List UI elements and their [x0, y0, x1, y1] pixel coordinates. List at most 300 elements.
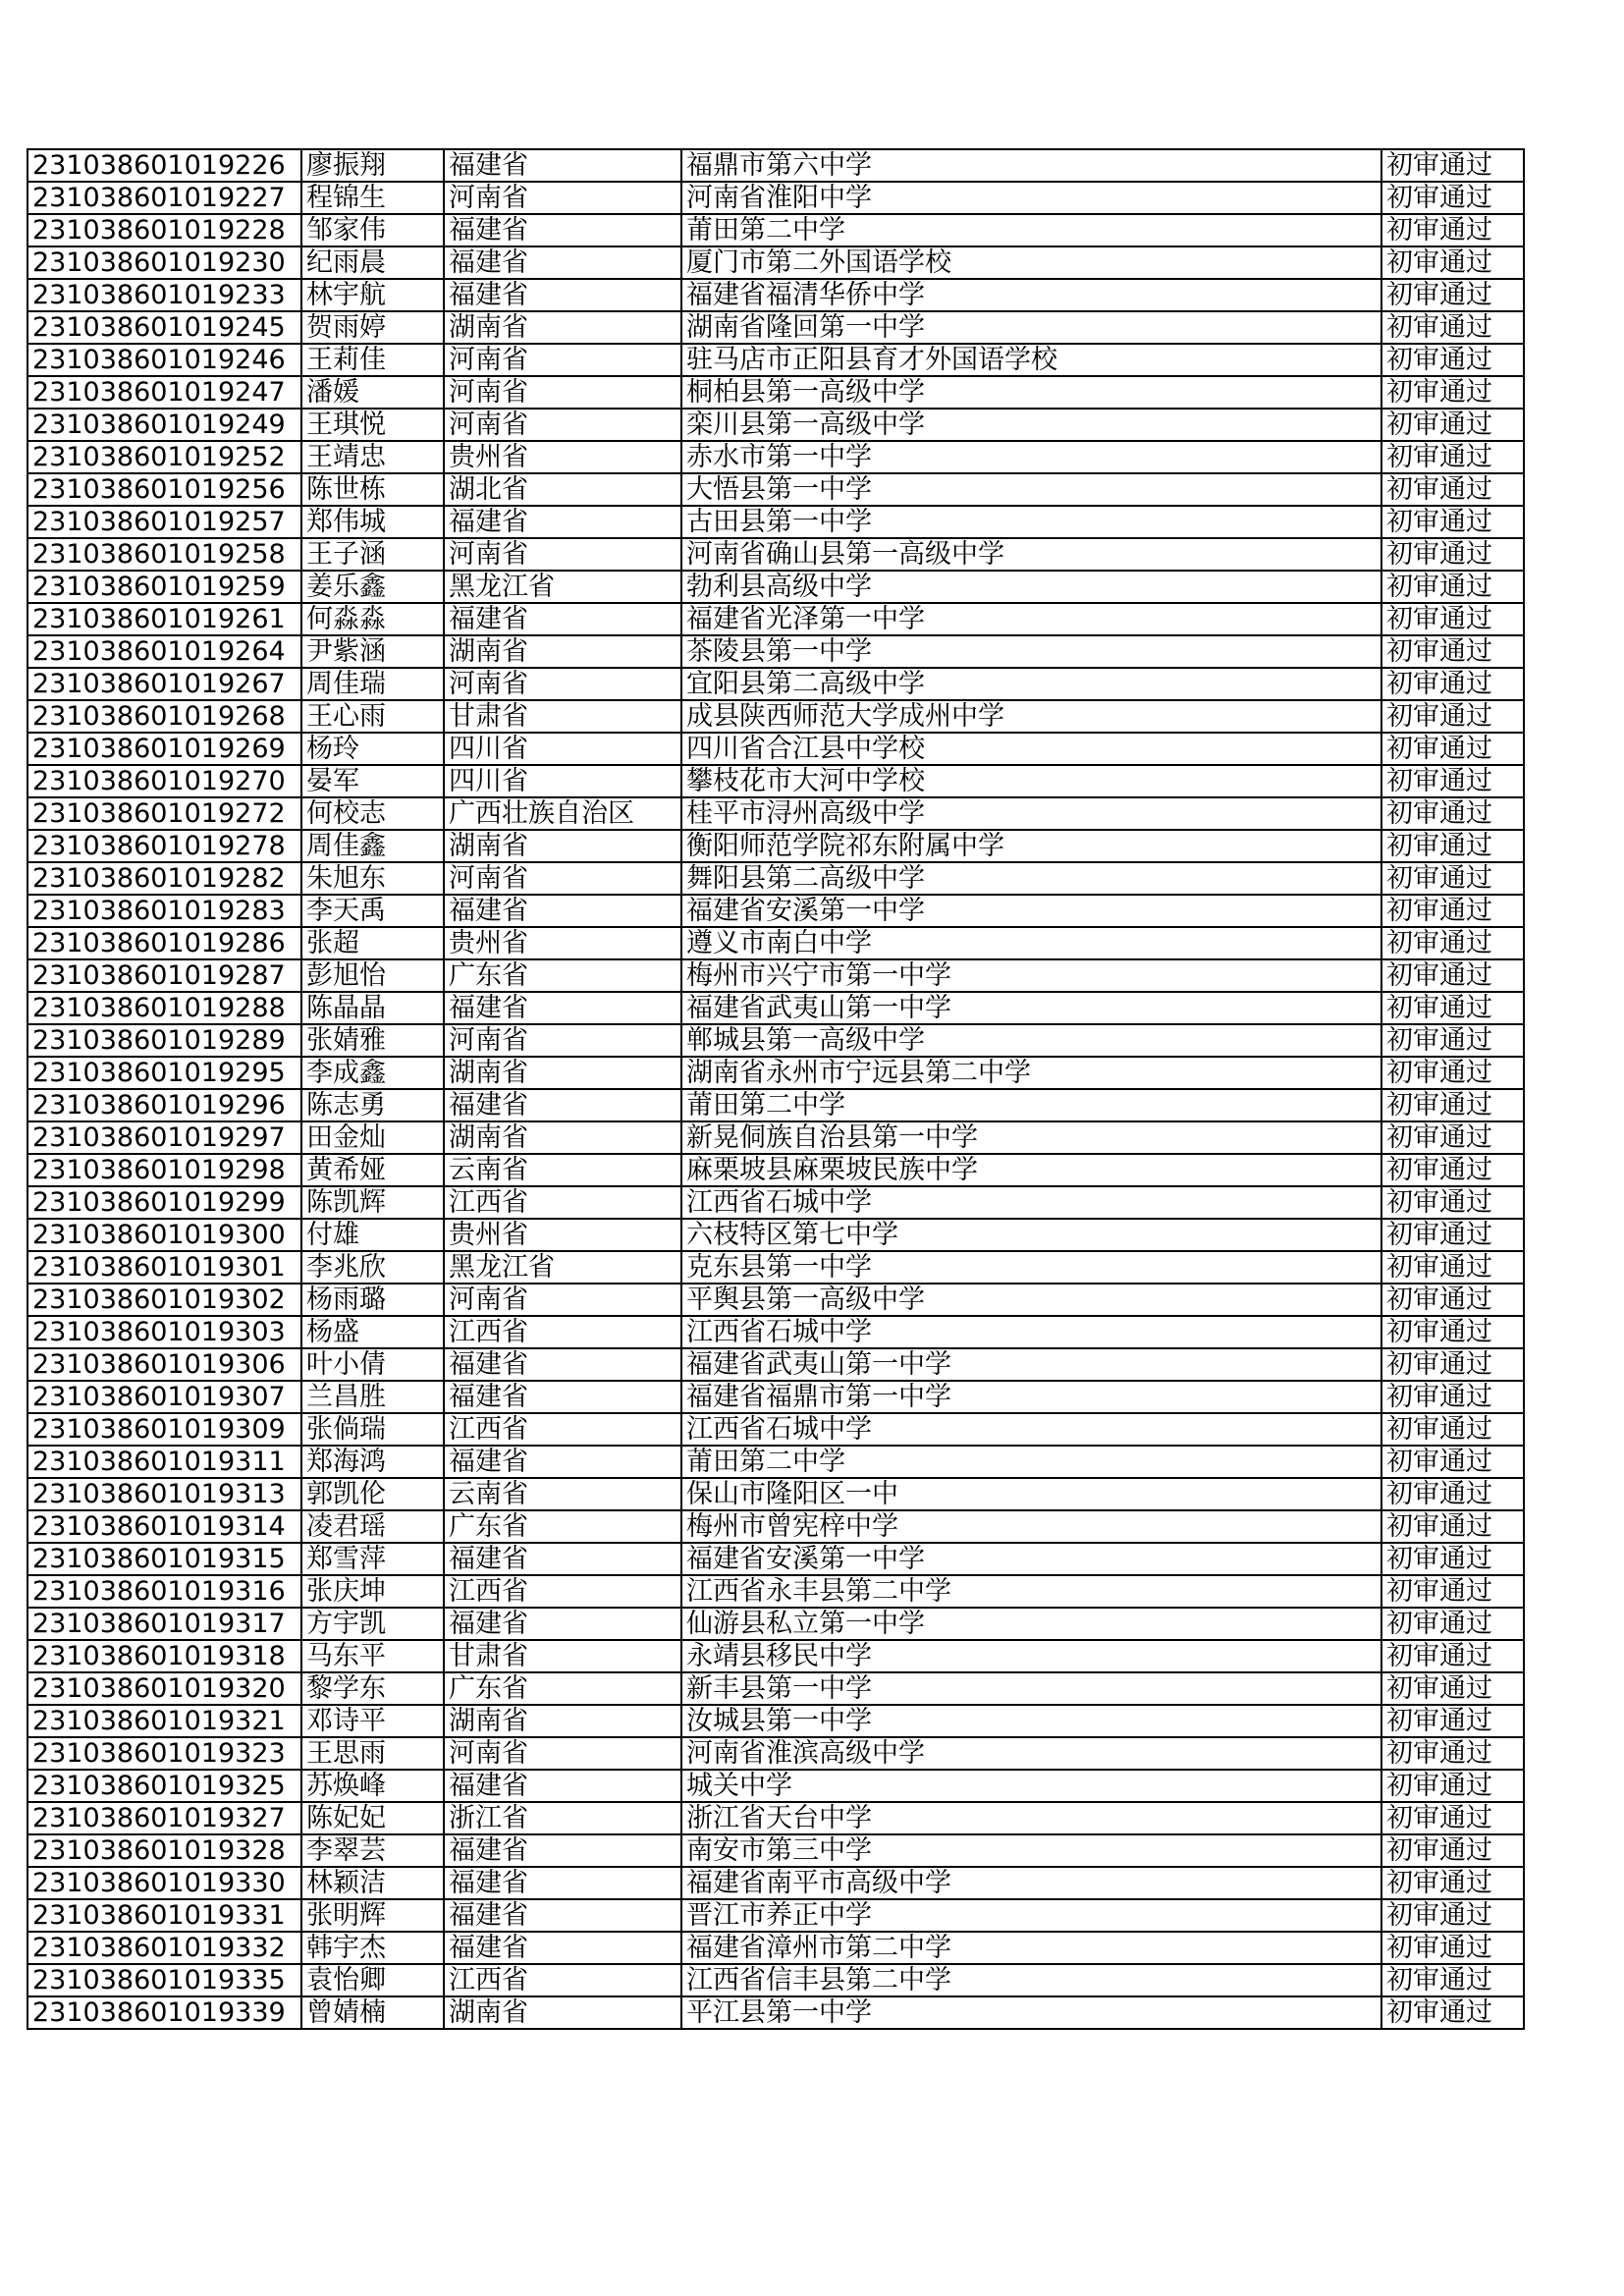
name-cell: 杨玲 [301, 733, 444, 765]
empty-spacer-cell [1524, 376, 1537, 409]
province-cell: 福建省 [444, 1899, 681, 1932]
school-cell: 宜阳县第二高级中学 [681, 668, 1381, 700]
candidate-id-cell: 231038601019278 [27, 830, 301, 862]
province-cell: 江西省 [444, 1316, 681, 1348]
status-cell: 初审通过 [1381, 538, 1524, 571]
table-row [27, 1899, 1537, 1932]
status-cell: 初审通过 [1381, 1478, 1524, 1510]
status-cell: 初审通过 [1381, 376, 1524, 409]
candidate-id-cell: 231038601019296 [27, 1089, 301, 1121]
province-cell: 云南省 [444, 1478, 681, 1510]
school-cell: 浙江省天台中学 [681, 1802, 1381, 1834]
status-cell: 初审通过 [1381, 1899, 1524, 1932]
table-row [27, 1348, 1537, 1381]
school-cell: 梅州市曾宪梓中学 [681, 1510, 1381, 1543]
status-cell: 初审通过 [1381, 182, 1524, 214]
province-cell: 河南省 [444, 668, 681, 700]
province-cell: 广东省 [444, 1510, 681, 1543]
candidate-id-cell: 231038601019228 [27, 214, 301, 246]
status-cell: 初审通过 [1381, 927, 1524, 959]
name-cell: 何校志 [301, 797, 444, 830]
empty-spacer-cell [1524, 895, 1537, 927]
candidate-id-cell: 231038601019339 [27, 1996, 301, 2029]
candidate-id-cell: 231038601019261 [27, 603, 301, 635]
candidate-id-cell: 231038601019309 [27, 1413, 301, 1446]
status-cell: 初审通过 [1381, 1510, 1524, 1543]
empty-spacer-cell [1524, 927, 1537, 959]
empty-spacer-cell [1524, 668, 1537, 700]
status-cell: 初审通过 [1381, 1348, 1524, 1381]
empty-spacer-cell [1524, 1867, 1537, 1899]
table-row [27, 668, 1537, 700]
empty-spacer-cell [1524, 830, 1537, 862]
status-cell: 初审通过 [1381, 246, 1524, 279]
school-cell: 晋江市养正中学 [681, 1899, 1381, 1932]
province-cell: 湖南省 [444, 1057, 681, 1089]
province-cell: 福建省 [444, 506, 681, 538]
province-cell: 福建省 [444, 246, 681, 279]
status-cell: 初审通过 [1381, 1575, 1524, 1608]
province-cell: 江西省 [444, 1964, 681, 1996]
empty-spacer-cell [1524, 1737, 1537, 1770]
table-row [27, 1219, 1537, 1251]
empty-spacer-cell [1524, 1932, 1537, 1964]
empty-spacer-cell [1524, 862, 1537, 895]
candidate-id-cell: 231038601019298 [27, 1154, 301, 1186]
table-row [27, 1186, 1537, 1219]
candidate-id-cell: 231038601019328 [27, 1834, 301, 1867]
candidate-id-cell: 231038601019246 [27, 344, 301, 376]
candidate-id-cell: 231038601019259 [27, 571, 301, 603]
status-cell: 初审通过 [1381, 733, 1524, 765]
school-cell: 赤水市第一中学 [681, 441, 1381, 473]
name-cell: 张庆坤 [301, 1575, 444, 1608]
table-row [27, 700, 1537, 733]
table-row [27, 1413, 1537, 1446]
name-cell: 李兆欣 [301, 1251, 444, 1284]
empty-spacer-cell [1524, 1413, 1537, 1446]
empty-spacer-cell [1524, 1705, 1537, 1737]
province-cell: 福建省 [444, 1770, 681, 1802]
table-row [27, 409, 1537, 441]
status-cell: 初审通过 [1381, 1154, 1524, 1186]
status-cell: 初审通过 [1381, 214, 1524, 246]
status-cell: 初审通过 [1381, 603, 1524, 635]
table-row [27, 1705, 1537, 1737]
name-cell: 马东平 [301, 1640, 444, 1672]
table-row [27, 1251, 1537, 1284]
name-cell: 陈晶晶 [301, 992, 444, 1024]
province-cell: 福建省 [444, 1834, 681, 1867]
empty-spacer-cell [1524, 1121, 1537, 1154]
table-row [27, 1381, 1537, 1413]
candidate-id-cell: 231038601019245 [27, 311, 301, 344]
school-cell: 麻栗坡县麻栗坡民族中学 [681, 1154, 1381, 1186]
province-cell: 湖南省 [444, 830, 681, 862]
name-cell: 曾婧楠 [301, 1996, 444, 2029]
name-cell: 付雄 [301, 1219, 444, 1251]
province-cell: 湖南省 [444, 635, 681, 668]
status-cell: 初审通过 [1381, 1640, 1524, 1672]
school-cell: 攀枝花市大河中学校 [681, 765, 1381, 797]
province-cell: 福建省 [444, 1608, 681, 1640]
table-row [27, 830, 1537, 862]
empty-spacer-cell [1524, 311, 1537, 344]
name-cell: 王思雨 [301, 1737, 444, 1770]
empty-spacer-cell [1524, 246, 1537, 279]
table-row [27, 765, 1537, 797]
candidate-id-cell: 231038601019330 [27, 1867, 301, 1899]
province-cell: 广西壮族自治区 [444, 797, 681, 830]
province-cell: 福建省 [444, 149, 681, 182]
province-cell: 湖南省 [444, 311, 681, 344]
candidate-id-cell: 231038601019288 [27, 992, 301, 1024]
table-row [27, 1834, 1537, 1867]
name-cell: 杨雨璐 [301, 1284, 444, 1316]
table-row [27, 441, 1537, 473]
province-cell: 浙江省 [444, 1802, 681, 1834]
status-cell: 初审通过 [1381, 1672, 1524, 1705]
table-row [27, 1154, 1537, 1186]
empty-spacer-cell [1524, 279, 1537, 311]
candidate-id-cell: 231038601019270 [27, 765, 301, 797]
school-cell: 仙游县私立第一中学 [681, 1608, 1381, 1640]
table-row [27, 1446, 1537, 1478]
school-cell: 江西省永丰县第二中学 [681, 1575, 1381, 1608]
name-cell: 袁怡卿 [301, 1964, 444, 1996]
table-row [27, 344, 1537, 376]
results-table [27, 148, 1538, 2030]
status-cell: 初审通过 [1381, 1219, 1524, 1251]
candidate-id-cell: 231038601019301 [27, 1251, 301, 1284]
status-cell: 初审通过 [1381, 1770, 1524, 1802]
empty-spacer-cell [1524, 959, 1537, 992]
candidate-id-cell: 231038601019318 [27, 1640, 301, 1672]
school-cell: 六枝特区第七中学 [681, 1219, 1381, 1251]
name-cell: 林宇航 [301, 279, 444, 311]
candidate-id-cell: 231038601019287 [27, 959, 301, 992]
candidate-id-cell: 231038601019282 [27, 862, 301, 895]
name-cell: 邓诗平 [301, 1705, 444, 1737]
candidate-id-cell: 231038601019332 [27, 1932, 301, 1964]
school-cell: 保山市隆阳区一中 [681, 1478, 1381, 1510]
empty-spacer-cell [1524, 1348, 1537, 1381]
school-cell: 厦门市第二外国语学校 [681, 246, 1381, 279]
name-cell: 晏军 [301, 765, 444, 797]
name-cell: 李翠芸 [301, 1834, 444, 1867]
candidate-id-cell: 231038601019233 [27, 279, 301, 311]
school-cell: 莆田第二中学 [681, 214, 1381, 246]
name-cell: 郑海鸿 [301, 1446, 444, 1478]
status-cell: 初审通过 [1381, 1413, 1524, 1446]
province-cell: 福建省 [444, 1446, 681, 1478]
province-cell: 河南省 [444, 409, 681, 441]
status-cell: 初审通过 [1381, 1737, 1524, 1770]
empty-spacer-cell [1524, 1284, 1537, 1316]
status-cell: 初审通过 [1381, 830, 1524, 862]
school-cell: 衡阳师范学院祁东附属中学 [681, 830, 1381, 862]
candidate-id-cell: 231038601019286 [27, 927, 301, 959]
province-cell: 云南省 [444, 1154, 681, 1186]
name-cell: 张倘瑞 [301, 1413, 444, 1446]
table-row [27, 1057, 1537, 1089]
empty-spacer-cell [1524, 1899, 1537, 1932]
table-row [27, 1996, 1537, 2029]
status-cell: 初审通过 [1381, 1543, 1524, 1575]
status-cell: 初审通过 [1381, 959, 1524, 992]
school-cell: 江西省信丰县第二中学 [681, 1964, 1381, 1996]
province-cell: 福建省 [444, 603, 681, 635]
status-cell: 初审通过 [1381, 1381, 1524, 1413]
province-cell: 贵州省 [444, 441, 681, 473]
candidate-id-cell: 231038601019303 [27, 1316, 301, 1348]
table-row [27, 571, 1537, 603]
empty-spacer-cell [1524, 182, 1537, 214]
status-cell: 初审通过 [1381, 797, 1524, 830]
empty-spacer-cell [1524, 1186, 1537, 1219]
name-cell: 王靖忠 [301, 441, 444, 473]
status-cell: 初审通过 [1381, 1316, 1524, 1348]
status-cell: 初审通过 [1381, 1251, 1524, 1284]
name-cell: 陈妃妃 [301, 1802, 444, 1834]
school-cell: 四川省合江县中学校 [681, 733, 1381, 765]
school-cell: 成县陕西师范大学成州中学 [681, 700, 1381, 733]
empty-spacer-cell [1524, 441, 1537, 473]
status-cell: 初审通过 [1381, 1284, 1524, 1316]
province-cell: 黑龙江省 [444, 1251, 681, 1284]
school-cell: 福建省光泽第一中学 [681, 603, 1381, 635]
status-cell: 初审通过 [1381, 1446, 1524, 1478]
table-row [27, 1316, 1537, 1348]
table-row [27, 895, 1537, 927]
candidate-id-cell: 231038601019227 [27, 182, 301, 214]
school-cell: 江西省石城中学 [681, 1316, 1381, 1348]
province-cell: 甘肃省 [444, 1640, 681, 1672]
table-row [27, 927, 1537, 959]
empty-spacer-cell [1524, 1478, 1537, 1510]
province-cell: 河南省 [444, 376, 681, 409]
school-cell: 莆田第二中学 [681, 1089, 1381, 1121]
candidate-id-cell: 231038601019249 [27, 409, 301, 441]
empty-spacer-cell [1524, 700, 1537, 733]
empty-spacer-cell [1524, 635, 1537, 668]
status-cell: 初审通过 [1381, 344, 1524, 376]
empty-spacer-cell [1524, 1640, 1537, 1672]
empty-spacer-cell [1524, 214, 1537, 246]
school-cell: 平舆县第一高级中学 [681, 1284, 1381, 1316]
province-cell: 黑龙江省 [444, 571, 681, 603]
name-cell: 陈世栋 [301, 473, 444, 506]
status-cell: 初审通过 [1381, 1608, 1524, 1640]
province-cell: 福建省 [444, 279, 681, 311]
status-cell: 初审通过 [1381, 765, 1524, 797]
table-row [27, 506, 1537, 538]
status-cell: 初审通过 [1381, 895, 1524, 927]
empty-spacer-cell [1524, 1575, 1537, 1608]
province-cell: 贵州省 [444, 927, 681, 959]
school-cell: 汝城县第一中学 [681, 1705, 1381, 1737]
candidate-id-cell: 231038601019283 [27, 895, 301, 927]
table-row [27, 733, 1537, 765]
province-cell: 河南省 [444, 1284, 681, 1316]
name-cell: 何淼淼 [301, 603, 444, 635]
name-cell: 贺雨婷 [301, 311, 444, 344]
school-cell: 城关中学 [681, 1770, 1381, 1802]
empty-spacer-cell [1524, 506, 1537, 538]
province-cell: 河南省 [444, 1024, 681, 1057]
province-cell: 河南省 [444, 1737, 681, 1770]
name-cell: 王心雨 [301, 700, 444, 733]
candidate-id-cell: 231038601019267 [27, 668, 301, 700]
school-cell: 莆田第二中学 [681, 1446, 1381, 1478]
candidate-id-cell: 231038601019300 [27, 1219, 301, 1251]
empty-spacer-cell [1524, 149, 1537, 182]
table-row [27, 182, 1537, 214]
status-cell: 初审通过 [1381, 1834, 1524, 1867]
empty-spacer-cell [1524, 344, 1537, 376]
empty-spacer-cell [1524, 992, 1537, 1024]
name-cell: 周佳鑫 [301, 830, 444, 862]
empty-spacer-cell [1524, 1381, 1537, 1413]
name-cell: 郑伟城 [301, 506, 444, 538]
name-cell: 郭凯伦 [301, 1478, 444, 1510]
status-cell: 初审通过 [1381, 1996, 1524, 2029]
name-cell: 韩宇杰 [301, 1932, 444, 1964]
table-row [27, 149, 1537, 182]
province-cell: 广东省 [444, 1672, 681, 1705]
candidate-id-cell: 231038601019258 [27, 538, 301, 571]
empty-spacer-cell [1524, 1024, 1537, 1057]
status-cell: 初审通过 [1381, 571, 1524, 603]
province-cell: 福建省 [444, 1932, 681, 1964]
name-cell: 姜乐鑫 [301, 571, 444, 603]
candidate-id-cell: 231038601019272 [27, 797, 301, 830]
school-cell: 梅州市兴宁市第一中学 [681, 959, 1381, 992]
school-cell: 河南省淮阳中学 [681, 182, 1381, 214]
name-cell: 方宇凯 [301, 1608, 444, 1640]
candidate-id-cell: 231038601019268 [27, 700, 301, 733]
school-cell: 福建省漳州市第二中学 [681, 1932, 1381, 1964]
status-cell: 初审通过 [1381, 635, 1524, 668]
school-cell: 郸城县第一高级中学 [681, 1024, 1381, 1057]
empty-spacer-cell [1524, 1996, 1537, 2029]
school-cell: 湖南省隆回第一中学 [681, 311, 1381, 344]
province-cell: 江西省 [444, 1575, 681, 1608]
status-cell: 初审通过 [1381, 862, 1524, 895]
empty-spacer-cell [1524, 1672, 1537, 1705]
school-cell: 新晃侗族自治县第一中学 [681, 1121, 1381, 1154]
name-cell: 张超 [301, 927, 444, 959]
name-cell: 李成鑫 [301, 1057, 444, 1089]
table-row [27, 1672, 1537, 1705]
school-cell: 平江县第一中学 [681, 1996, 1381, 2029]
status-cell: 初审通过 [1381, 473, 1524, 506]
name-cell: 苏焕峰 [301, 1770, 444, 1802]
candidate-id-cell: 231038601019256 [27, 473, 301, 506]
province-cell: 福建省 [444, 214, 681, 246]
province-cell: 福建省 [444, 1348, 681, 1381]
name-cell: 李天禹 [301, 895, 444, 927]
name-cell: 兰昌胜 [301, 1381, 444, 1413]
empty-spacer-cell [1524, 1219, 1537, 1251]
candidate-id-cell: 231038601019230 [27, 246, 301, 279]
table-row [27, 279, 1537, 311]
empty-spacer-cell [1524, 571, 1537, 603]
candidate-id-cell: 231038601019335 [27, 1964, 301, 1996]
status-cell: 初审通过 [1381, 668, 1524, 700]
table-row [27, 214, 1537, 246]
name-cell: 朱旭东 [301, 862, 444, 895]
status-cell: 初审通过 [1381, 1186, 1524, 1219]
school-cell: 福建省南平市高级中学 [681, 1867, 1381, 1899]
province-cell: 福建省 [444, 1867, 681, 1899]
status-cell: 初审通过 [1381, 1057, 1524, 1089]
candidate-id-cell: 231038601019316 [27, 1575, 301, 1608]
table-row [27, 635, 1537, 668]
status-cell: 初审通过 [1381, 1867, 1524, 1899]
school-cell: 福建省福鼎市第一中学 [681, 1381, 1381, 1413]
province-cell: 福建省 [444, 1381, 681, 1413]
school-cell: 克东县第一中学 [681, 1251, 1381, 1284]
school-cell: 江西省石城中学 [681, 1413, 1381, 1446]
candidate-id-cell: 231038601019311 [27, 1446, 301, 1478]
table-row [27, 1024, 1537, 1057]
candidate-id-cell: 231038601019307 [27, 1381, 301, 1413]
table-row [27, 992, 1537, 1024]
status-cell: 初审通过 [1381, 1089, 1524, 1121]
status-cell: 初审通过 [1381, 506, 1524, 538]
status-cell: 初审通过 [1381, 992, 1524, 1024]
empty-spacer-cell [1524, 1802, 1537, 1834]
empty-spacer-cell [1524, 1089, 1537, 1121]
status-cell: 初审通过 [1381, 1802, 1524, 1834]
school-cell: 湖南省永州市宁远县第二中学 [681, 1057, 1381, 1089]
province-cell: 湖南省 [444, 1121, 681, 1154]
empty-spacer-cell [1524, 1964, 1537, 1996]
empty-spacer-cell [1524, 1057, 1537, 1089]
status-cell: 初审通过 [1381, 700, 1524, 733]
province-cell: 江西省 [444, 1413, 681, 1446]
school-cell: 河南省淮滨高级中学 [681, 1737, 1381, 1770]
school-cell: 桂平市浔州高级中学 [681, 797, 1381, 830]
candidate-id-cell: 231038601019257 [27, 506, 301, 538]
province-cell: 福建省 [444, 895, 681, 927]
candidate-id-cell: 231038601019295 [27, 1057, 301, 1089]
table-row [27, 538, 1537, 571]
school-cell: 驻马店市正阳县育才外国语学校 [681, 344, 1381, 376]
empty-spacer-cell [1524, 797, 1537, 830]
school-cell: 福建省安溪第一中学 [681, 895, 1381, 927]
name-cell: 张婧雅 [301, 1024, 444, 1057]
candidate-id-cell: 231038601019299 [27, 1186, 301, 1219]
province-cell: 河南省 [444, 182, 681, 214]
province-cell: 四川省 [444, 733, 681, 765]
table-row [27, 1543, 1537, 1575]
table-row [27, 246, 1537, 279]
candidate-id-cell: 231038601019226 [27, 149, 301, 182]
province-cell: 河南省 [444, 862, 681, 895]
name-cell: 张明辉 [301, 1899, 444, 1932]
school-cell: 福建省武夷山第一中学 [681, 1348, 1381, 1381]
empty-spacer-cell [1524, 765, 1537, 797]
table-row [27, 1932, 1537, 1964]
table-row [27, 1770, 1537, 1802]
school-cell: 勃利县高级中学 [681, 571, 1381, 603]
school-cell: 江西省石城中学 [681, 1186, 1381, 1219]
candidate-id-cell: 231038601019317 [27, 1608, 301, 1640]
name-cell: 廖振翔 [301, 149, 444, 182]
status-cell: 初审通过 [1381, 279, 1524, 311]
